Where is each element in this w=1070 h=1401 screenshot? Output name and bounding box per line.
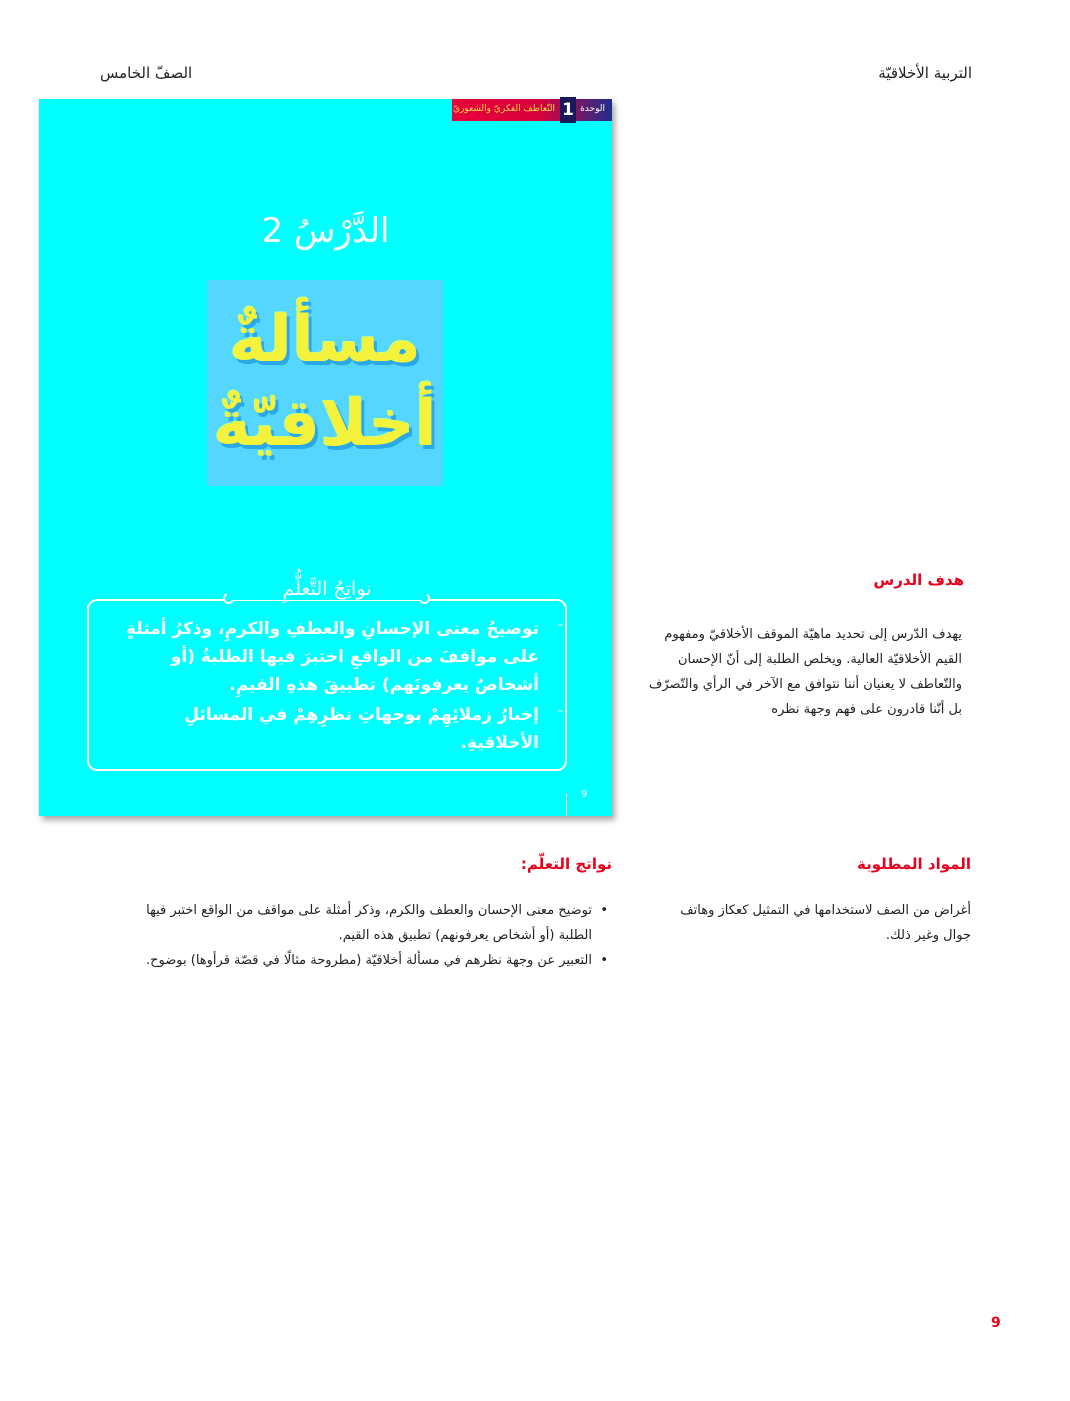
unit-name: التّعاطف الفكريّ والشعوريّ — [452, 104, 555, 114]
grade-title: الصفّ الخامس — [100, 64, 193, 82]
student-page-thumbnail — [39, 99, 612, 816]
learning-outcome-item: • التعبير عن وجهة نظرهم في مسألة أخلاقيّة (مطروحة مثالًا في قصّة قرأوها) بوضوح. — [126, 948, 592, 973]
outcome-item: - توضيحُ معنى الإحسانِ والعطفِ والكرمِ، وذكرُ أمثلةٍ على مواقفَ من الواقعِ اختبرَ فيها الطلبةُ (أو أشخاصٌ يعرفونَهم) تطبيقَ هذهِ القيمِ. — [126, 615, 563, 695]
lesson-title-block — [207, 280, 443, 486]
learning-outcomes-list — [126, 898, 608, 973]
outcome-item: - إخبارُ زملائِهِمْ بوجهاتِ نظرِهِمْ في المسائلِ الأخلاقيةِ. — [184, 701, 563, 753]
lesson-title-line2: أخلاقيّةٌ — [213, 387, 437, 461]
page-number-divider — [566, 794, 567, 816]
materials-heading: المواد المطلوبة — [857, 855, 971, 873]
outcomes-heading: نواتِجُ التَّعلُّمِ — [227, 578, 427, 600]
learning-outcomes-heading: نواتج التعلّم: — [520, 855, 612, 873]
learning-outcome-item: • توضيح معنى الإحسان والعطف والكرم، وذكر أمثلة على مواقف من الواقع اختبر فيها الطلبة (أو أشخاص يعرفونهم) تطبيق هذه القيم. — [126, 898, 592, 948]
lesson-label: الدَّرْسُ 2 — [261, 211, 390, 251]
lesson-goal-heading: هدف الدرس — [873, 571, 964, 589]
unit-tab — [452, 99, 612, 121]
unit-word: الوحدة — [580, 104, 605, 114]
unit-number: 1 — [560, 97, 576, 123]
subject-title: التربية الأخلاقيّة — [878, 64, 972, 82]
thumbnail-page-number: 9 — [581, 789, 588, 800]
lesson-goal-text: يهدف الدّرس إلى تحديد ماهيّة الموقف الأخلاقيّ ومفهوم القيم الأخلاقيّة العالية. ويخلص الطلبة إلى أنّ الإحسان والتّعاطف لا يعنيان أننا نتوافق مع الآخر في الرأي والتّصرّف بل أنّنا قادرون على فهم وجهة نظره — [648, 627, 962, 717]
outcomes-list — [119, 615, 563, 757]
page-number: 9 — [991, 1315, 1001, 1331]
materials-text: أغراض من الصف لاستخدامها في التمثيل كعكاز وهاتف جوال وغير ذلك. — [680, 903, 971, 943]
lesson-title-line1: مسألةٌ — [229, 303, 421, 377]
